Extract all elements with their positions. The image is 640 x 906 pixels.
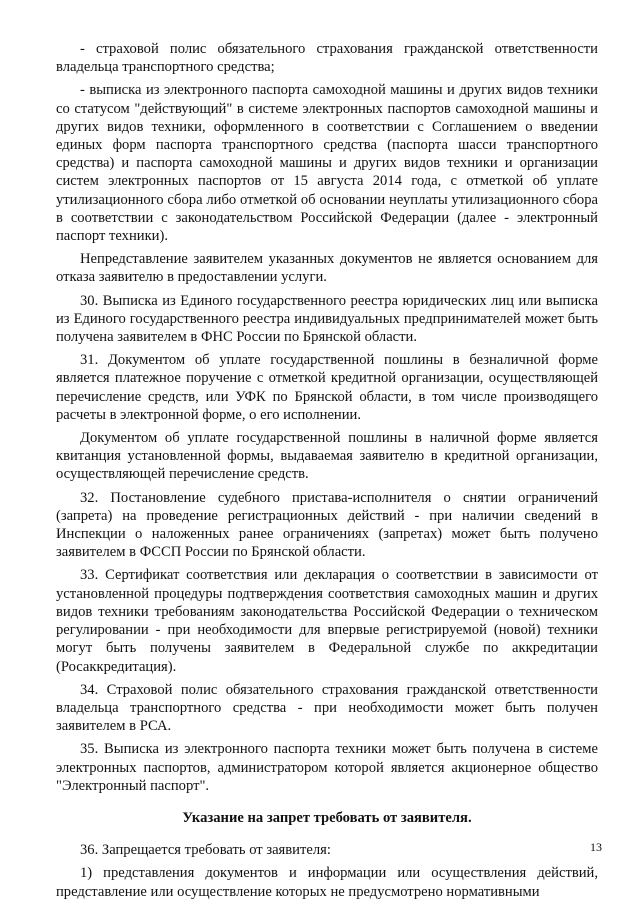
paragraph-insurance-policy: - страховой полис обязательного страхования гражданской ответственности владельца транспортного средства; [56,41,598,76]
paragraph-item-33: 33. Сертификат соответствия или декларация о соответствии в зависимости от установленной процедуры подтверждения соответствия самоходных машин и других видов техники требованиям законодательства Российской Федерации о техническом регулировании - при необходимости для впервые регистрируемой (новой) техники могут быть получены заявителем в Федеральной службе по аккредитации (Росаккредитация). [56,567,598,675]
paragraph-item-31: 31. Документом об уплате государственной пошлины в безналичной форме является платежное поручение с отметкой кредитной организации, осуществляющей перечисление средств, или УФК по Брянской области, в том числе производящего расчеты в электронной форме, о его исполнении. [56,352,598,423]
page-number: 13 [590,840,602,854]
paragraph-cash-fee: Документом об уплате государственной пошлины в наличной форме является квитанция установленной формы, выдаваемая заявителю в кредитной организации, осуществляющей перечисление средств. [56,430,598,483]
paragraph-item-32: 32. Постановление судебного пристава-исполнителя о снятии ограничений (запрета) на проведение регистрационных действий - при наличии сведений в Инспекции о наложенных ранее ограничениях (запретах) может быть получено заявителем в ФССП России по Брянской области. [56,489,598,561]
paragraph-non-submission: Непредставление заявителем указанных документов не является основанием для отказа заявителю в предоставлении услуги. [56,251,598,286]
section-heading: Указание на запрет требовать от заявителя. [182,809,472,826]
document-body [56,40,598,906]
paragraph-item-35: 35. Выписка из электронного паспорта техники может быть получена в системе электронных паспортов, администратором которой является акционерное общество "Электронный паспорт". [56,741,598,794]
paragraph-item-30: 30. Выписка из Единого государственного реестра юридических лиц или выписка из Единого государственного реестра индивидуальных предпринимателей может быть получена заявителем в ФНС России по Брянской области. [56,292,598,346]
paragraph-item-36: 36. Запрещается требовать от заявителя: [80,842,331,859]
paragraph-electronic-passport-extract: - выписка из электронного паспорта самоходной машины и других видов техники со статусом "действующий" в системе электронных паспортов самоходной машины и других видов техники, оформленного в соответствии с Соглашением о введении единых форм паспорта транспортного средства (паспорта шасси транспортного средства) и паспорта самоходной машины и других видов техники и организации систем электронных паспортов от 15 августа 2014 года, с отметкой об уплате утилизационного сбора либо отметкой об основании неуплаты утилизационного сбора в соответствии с законодательством Российской Федерации (далее - электронный паспорт техники). [56,82,598,245]
paragraph-item-36-1: 1) представления документов и информации или осуществления действий, представление или осуществление которых не предусмотрено нормативными [56,865,598,900]
paragraph-item-34: 34. Страховой полис обязательного страхования гражданской ответственности владельца транспортного средства - при необходимости может быть получен заявителем в РСА. [56,681,598,735]
